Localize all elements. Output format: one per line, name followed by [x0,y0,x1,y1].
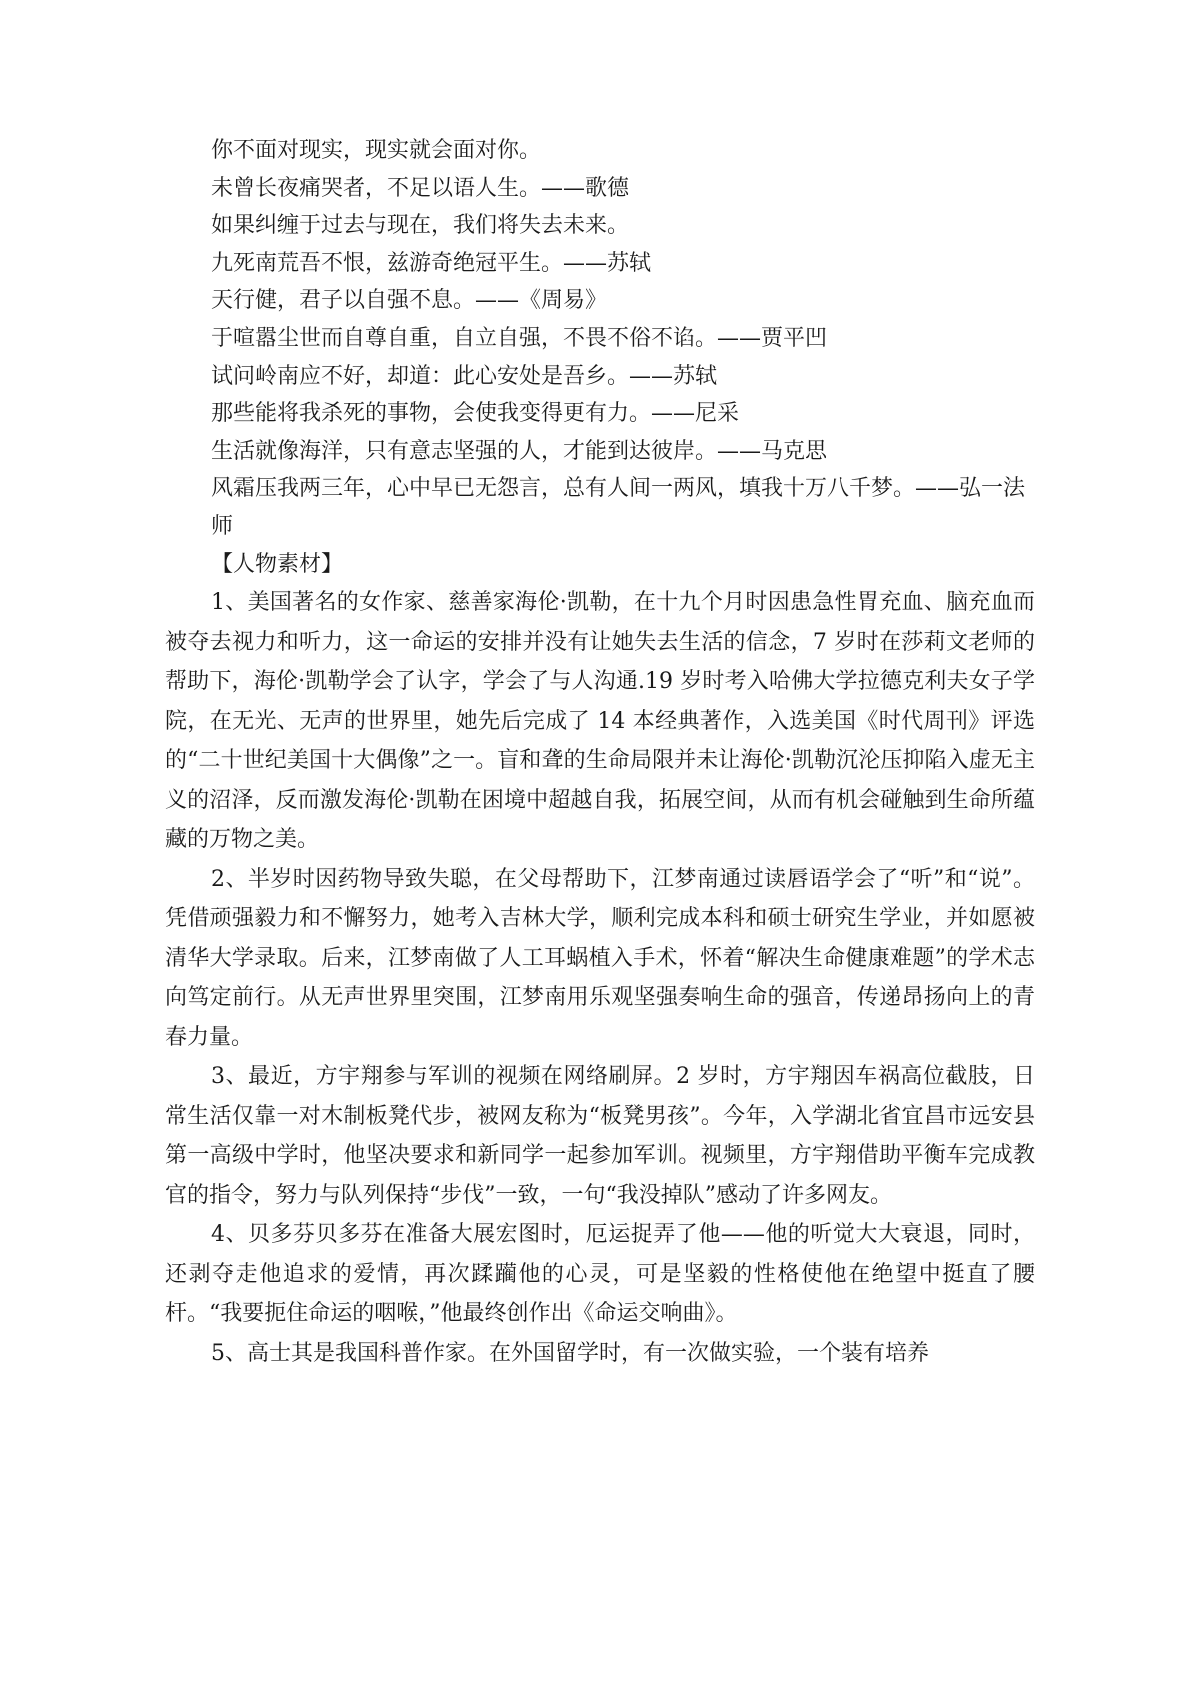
quote-line: 九死南荒吾不恨，兹游奇绝冠平生。——苏轼 [211,250,652,276]
quote-line: 你不面对现实，现实就会面对你。 [211,138,542,163]
quote-line: 如果纠缠于过去与现在，我们将失去未来。 [211,213,630,239]
quote-line: 那些能将我杀死的事物，会使我变得更有力。——尼采 [211,401,740,427]
document-body [165,132,1035,1373]
material-paragraph: 4、贝多芬贝多芬在准备大展宏图时，厄运捉弄了他——他的听觉大大衰退，同时，还剥夺走他追求的爱情，再次蹂躏他的心灵，可是坚毅的性格使他在绝望中挺直了腰杆。“我要扼住命运的咽喉，”他最终创作出《命运交响曲》。 [165,1222,1035,1327]
quote-line: 试问岭南应不好，却道：此心安处是吾乡。——苏轼 [211,363,718,389]
material-paragraph: 2、半岁时因药物导致失聪，在父母帮助下，江梦南通过读唇语学会了“听”和“说”。凭借顽强毅力和不懈努力，她考入吉林大学，顺利完成本科和硕士研究生学业，并如愿被清华大学录取。后来，江梦南做了人工耳蜗植入手术，怀着“解决生命健康难题”的学术志向笃定前行。从无声世界里突围，江梦南用乐观坚强奏响生命的强音，传递昂扬向上的青春力量。 [165,866,1035,1050]
quote-line: 天行健，君子以自强不息。——《周易》 [211,288,608,314]
section-title: 【人物素材】 [211,551,344,577]
quote-line: 未曾长夜痛哭者，不足以语人生。——歌德 [211,175,630,201]
material-paragraph: 1、美国著名的女作家、慈善家海伦·凯勒，在十九个月时因患急性胃充血、脑充血而被夺去视力和听力，这一命运的安排并没有让她失去生活的信念，7 岁时在莎莉文老师的帮助下，海伦·凯勒学会了认字，学会了与人沟通.19 岁时考入哈佛大学拉德克利夫女子学院，在无光、无声的世界里，她先后完成了 14 本经典著作，入选美国《时代周刊》评选的“二十世纪美国十大偶像”之一。盲和聋的生命局限并未让海伦·凯勒沉沦压抑陷入虚无主义的沼泽，反而激发海伦·凯勒在困境中超越自我，拓展空间，从而有机会碰触到生命所蕴藏的万物之美。 [165,590,1035,853]
quote-line: 生活就像海洋，只有意志坚强的人，才能到达彼岸。——马克思 [211,438,828,464]
material-paragraph: 5、高士其是我国科普作家。在外国留学时，有一次做实验，一个装有培养 [211,1340,929,1366]
quote-line: 风霜压我两三年，心中早已无怨言，总有人间一两风，填我十万八千梦。——弘一法师 [211,476,1026,539]
material-paragraph: 3、最近，方宇翔参与军训的视频在网络刷屏。2 岁时，方宇翔因车祸高位截肢，日常生活仅靠一对木制板凳代步，被网友称为“板凳男孩”。今年，入学湖北省宜昌市远安县第一高级中学时，他坚决要求和新同学一起参加军训。视频里，方宇翔借助平衡车完成教官的指令，努力与队列保持“步伐”一致，一句“我没掉队”感动了许多网友。 [165,1064,1035,1208]
quote-line: 于喧嚣尘世而自尊自重，自立自强，不畏不俗不谄。——贾平凹 [211,325,828,351]
